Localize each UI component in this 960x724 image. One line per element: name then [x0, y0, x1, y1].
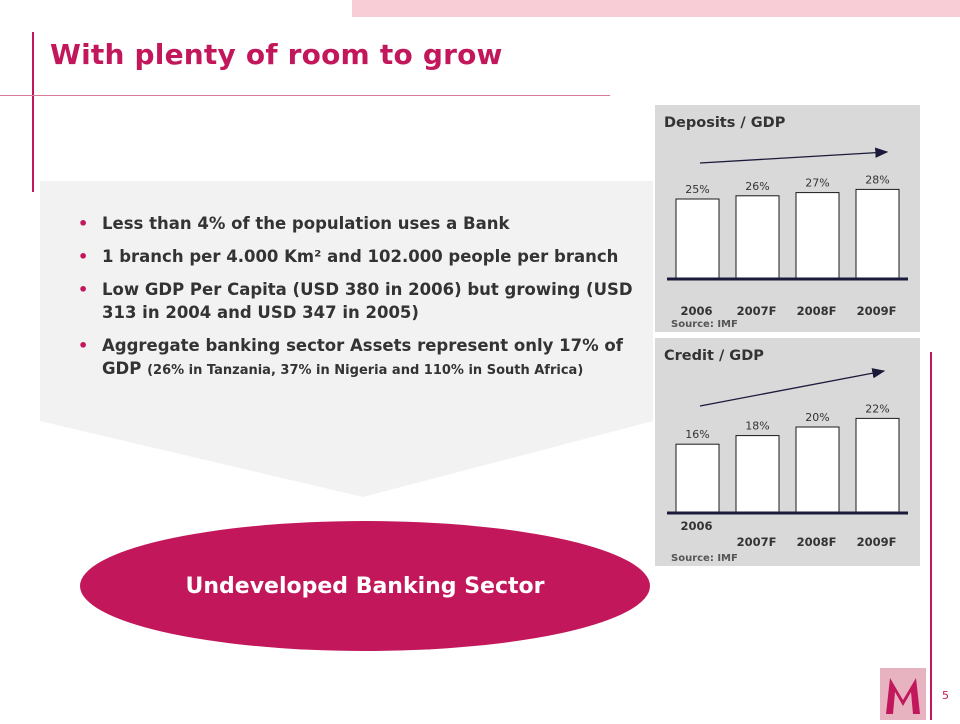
category-label: 2009F	[856, 304, 897, 318]
credit-gdp-chart-panel	[655, 338, 920, 566]
category-label: 2008F	[796, 535, 837, 549]
page-number: 5	[942, 689, 949, 702]
logo-mark-icon	[880, 668, 926, 720]
data-label: 20%	[805, 411, 830, 424]
data-label: 27%	[805, 176, 830, 190]
bullet-text: Low GDP Per Capita (USD 380 in 2006) but growing (USD 313 in 2004 and USD 347 in 2005)	[102, 280, 633, 322]
trend-arrow	[700, 371, 884, 406]
chart-title: Credit / GDP	[664, 348, 764, 364]
right-accent-line	[930, 352, 932, 720]
bar	[856, 418, 899, 513]
company-logo	[880, 668, 926, 720]
trend-arrow	[700, 152, 887, 163]
category-label: 2006	[680, 519, 713, 533]
bar	[796, 427, 839, 513]
top-accent-band	[352, 0, 960, 17]
bullet-list	[78, 212, 653, 392]
data-label: 28%	[865, 173, 890, 187]
bullet-item	[78, 212, 653, 235]
bar	[796, 193, 839, 279]
category-label: 2007F	[736, 304, 777, 318]
bullet-text: Aggregate banking sector Assets represent only 17% of GDP	[102, 336, 623, 378]
bullet-subtext: (26% in Tanzania, 37% in Nigeria and 110% in South Africa)	[147, 363, 584, 378]
bar	[856, 189, 899, 279]
chart-source: Source: IMF	[671, 319, 738, 330]
data-label: 18%	[745, 419, 770, 433]
bullet-text: 1 branch per 4.000 Km² and 102.000 people per branch	[102, 247, 619, 266]
category-label: 2009F	[856, 535, 897, 549]
bullet-item	[78, 278, 653, 324]
bar	[736, 196, 779, 279]
category-label: 2008F	[796, 304, 837, 318]
data-label: 16%	[685, 428, 710, 442]
credit-gdp-chart	[655, 338, 920, 566]
chart-title: Deposits / GDP	[664, 115, 786, 131]
bar	[676, 444, 719, 513]
category-label: 2007F	[736, 535, 777, 549]
bullet-item	[78, 334, 653, 382]
category-label: 2006	[680, 304, 713, 318]
data-label: 25%	[685, 183, 710, 196]
data-label: 26%	[745, 179, 770, 193]
deposits-gdp-chart	[655, 105, 920, 332]
page-title: With plenty of room to grow	[50, 38, 503, 71]
conclusion-label: Undeveloped Banking Sector	[185, 573, 545, 599]
bar	[676, 199, 719, 279]
left-accent-line	[32, 32, 34, 192]
chart-source: Source: IMF	[671, 553, 738, 564]
bullet-text: Less than 4% of the population uses a Bank	[102, 214, 510, 233]
bar	[736, 436, 779, 513]
data-label: 22%	[865, 402, 890, 416]
deposits-gdp-chart-panel	[655, 105, 920, 332]
conclusion-ellipse	[80, 521, 650, 651]
bullet-item	[78, 245, 653, 268]
title-underline	[0, 95, 610, 96]
